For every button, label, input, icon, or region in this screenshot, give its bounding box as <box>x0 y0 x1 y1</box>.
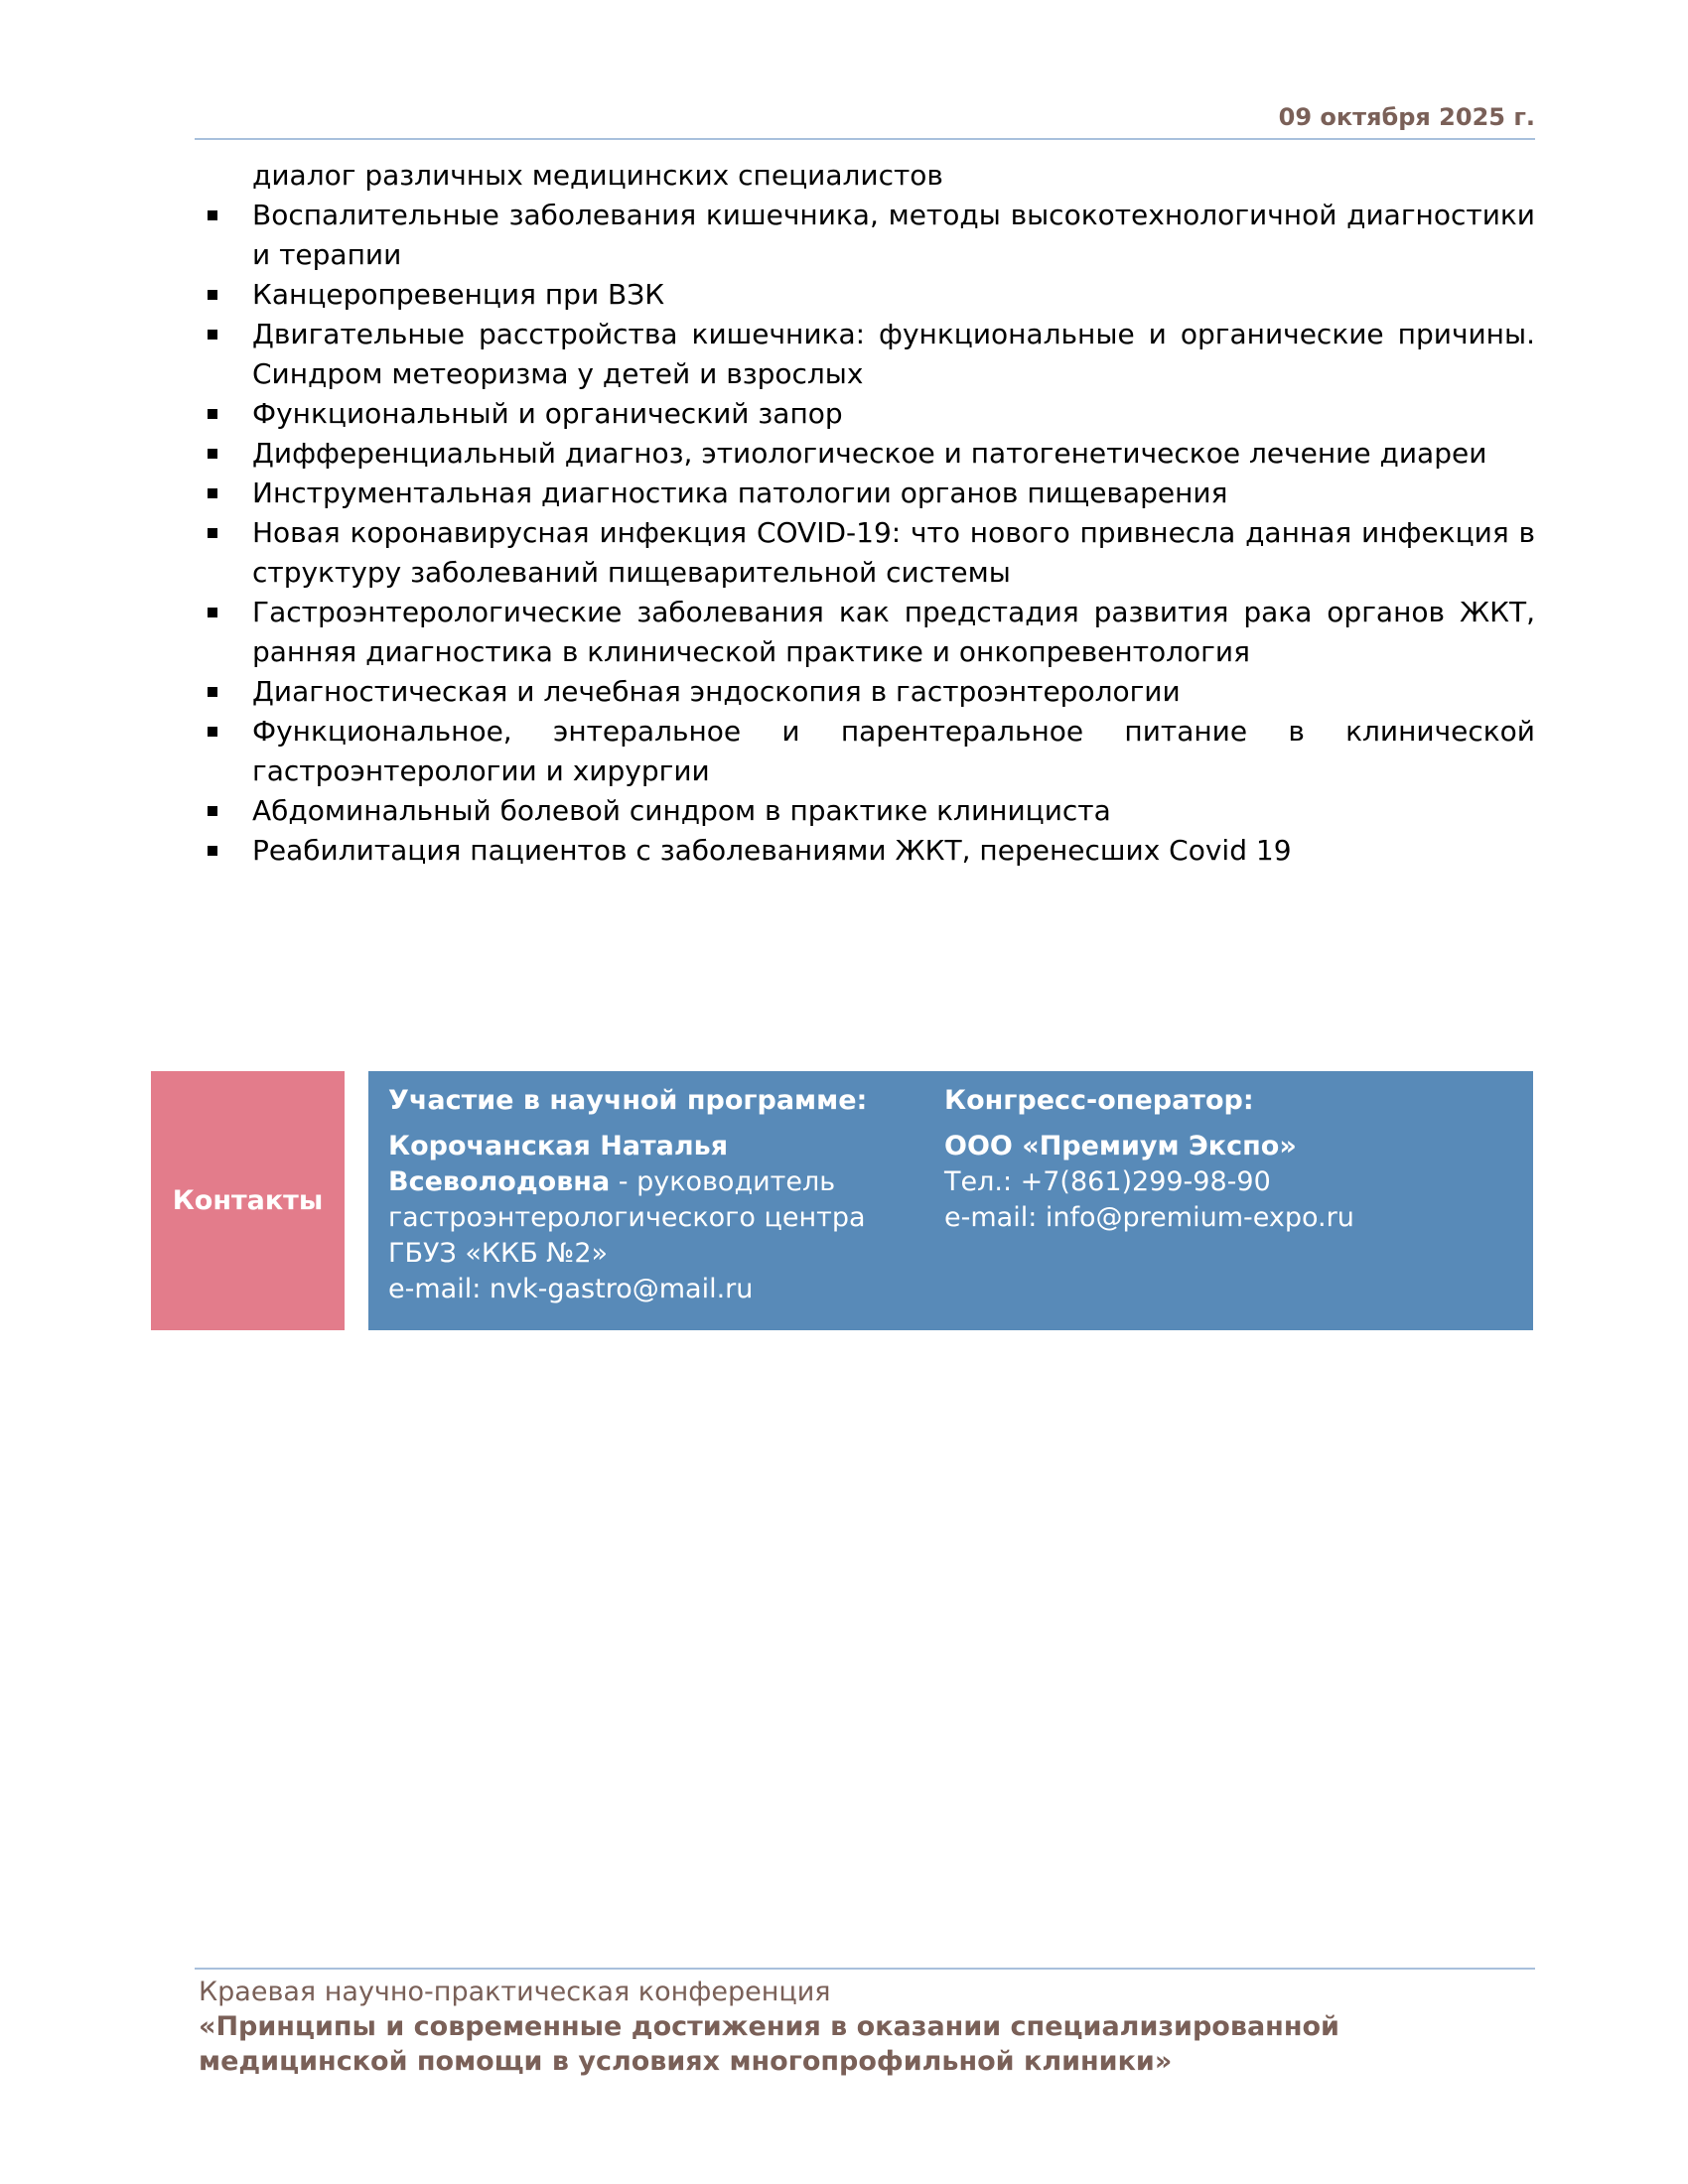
contacts-label: Контакты <box>172 1185 324 1216</box>
contact-org: ГБУЗ «ККБ №2» <box>388 1238 609 1269</box>
contact-email[interactable]: e-mail: nvk-gastro@mail.ru <box>388 1274 754 1304</box>
operator-phone[interactable]: Тел.: +7(861)299-98-90 <box>944 1166 1271 1197</box>
contact-name-line1: Корочанская Наталья <box>388 1131 729 1161</box>
program-heading: Участие в научной программе: <box>388 1085 868 1116</box>
contact-role-suffix: - руководитель <box>610 1166 836 1197</box>
list-item <box>199 593 1535 672</box>
square-bullet-icon <box>208 488 217 498</box>
topic-text: Функциональный и органический запор <box>252 397 843 430</box>
list-item <box>199 315 1535 394</box>
square-bullet-icon <box>208 846 217 856</box>
footer-conference-title: «Принципы и современные достижения в оказании специализированной медицинской помощи в условиях многопрофильной клиники» <box>199 2011 1339 2077</box>
topic-text: Инструментальная диагностика патологии органов пищеварения <box>252 477 1228 509</box>
square-bullet-icon <box>208 330 217 340</box>
square-bullet-icon <box>208 409 217 419</box>
header-divider <box>195 138 1535 140</box>
square-bullet-icon <box>208 528 217 538</box>
topic-text: Реабилитация пациентов с заболеваниями ЖКТ, перенесших Covid 19 <box>252 834 1292 867</box>
list-item <box>199 513 1535 593</box>
topic-text: Канцеропревенция при ВЗК <box>252 278 665 311</box>
topic-text: Новая коронавирусная инфекция COVID-19: что нового привнесла данная инфекция в структуру заболеваний пищеварительной системы <box>252 516 1535 589</box>
operator-email[interactable]: e-mail: info@premium-expo.ru <box>944 1202 1354 1233</box>
list-item <box>199 434 1535 474</box>
topic-text: Воспалительные заболевания кишечника, методы высокотехнологичной диагностики и терапии <box>252 199 1535 271</box>
contacts-label-box <box>151 1071 345 1330</box>
list-item <box>199 712 1535 791</box>
list-item <box>199 394 1535 434</box>
footer-conference-type: Краевая научно-практическая конференция <box>199 1977 831 2007</box>
header-date: 09 октября 2025 г. <box>1278 103 1535 131</box>
list-item <box>199 275 1535 315</box>
program-contact <box>388 1083 905 1307</box>
list-item <box>199 831 1535 871</box>
footer-divider <box>195 1968 1535 1970</box>
topic-text: Диагностическая и лечебная эндоскопия в гастроэнтерологии <box>252 675 1181 708</box>
contact-role-line2: гастроэнтерологического центра <box>388 1202 866 1233</box>
topics-section <box>199 156 1535 871</box>
topic-text: Дифференциальный диагноз, этиологическое и патогенетическое лечение диареи <box>252 437 1487 470</box>
contact-name-role-line <box>388 1164 905 1200</box>
operator-company: ООО «Премиум Экспо» <box>944 1131 1297 1161</box>
operator-heading: Конгресс-оператор: <box>944 1085 1254 1116</box>
contact-name-line2: Всеволодовна <box>388 1166 611 1197</box>
list-item <box>199 672 1535 712</box>
square-bullet-icon <box>208 290 217 300</box>
square-bullet-icon <box>208 806 217 816</box>
square-bullet-icon <box>208 449 217 459</box>
square-bullet-icon <box>208 210 217 220</box>
continuation-text: диалог различных медицинских специалистов <box>252 159 943 192</box>
list-item <box>199 791 1535 831</box>
topics-list <box>199 196 1535 871</box>
contacts-panel <box>368 1071 1533 1330</box>
square-bullet-icon <box>208 727 217 737</box>
operator-contact <box>944 1083 1500 1236</box>
square-bullet-icon <box>208 608 217 617</box>
topic-text: Абдоминальный болевой синдром в практике клинициста <box>252 794 1111 827</box>
topic-text: Двигательные расстройства кишечника: функциональные и органические причины. Синдром метеоризма у детей и взрослых <box>252 318 1535 390</box>
topic-text: Функциональное, энтеральное и парентеральное питание в клинической гастроэнтерологии и хирургии <box>252 715 1535 787</box>
list-item <box>199 474 1535 513</box>
square-bullet-icon <box>208 687 217 697</box>
footer <box>199 1975 1535 2079</box>
list-item <box>199 196 1535 275</box>
topic-text: Гастроэнтерологические заболевания как предстадия развития рака органов ЖКТ, ранняя диагностика в клинической практике и онкопревентология <box>252 596 1535 668</box>
